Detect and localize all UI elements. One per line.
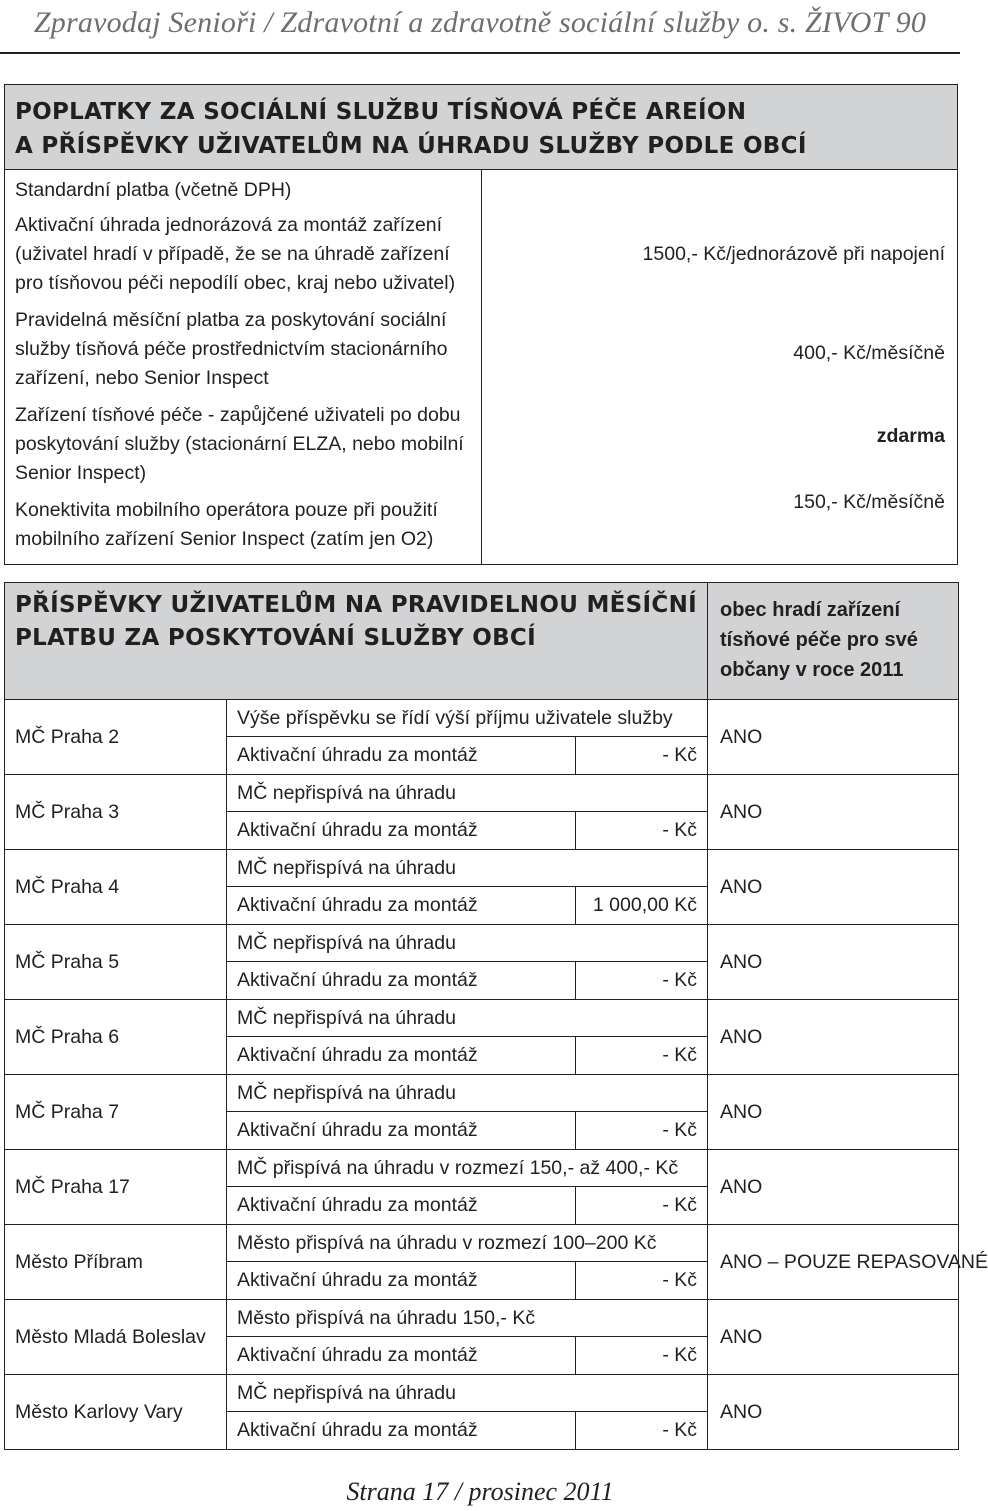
contributions-title: PŘÍSPĚVKY UŽIVATELŮM NA PRAVIDELNOU MĚSÍČNÍ PLATBU ZA POSKYTOVÁNÍ SLUŽBY OBCÍ [5,583,708,700]
contribution-text: Město přispívá na úhradu 150,- Kč [227,1300,707,1337]
fees-title-line-1: POPLATKY ZA SOCIÁLNÍ SLUŽBU TÍSŇOVÁ PÉČE AREÍON [15,99,747,125]
activation-line [227,1112,707,1149]
device-covered: ANO [708,1150,959,1225]
municipality-name: Město Karlovy Vary [5,1375,227,1450]
activation-amount: - Kč [662,969,697,991]
municipality-name: MČ Praha 3 [5,775,227,850]
fee-item-monthly: Pravidelná měsíční platba za poskytování sociální služby tísňová péče prostřednictvím stacionárního zařízení, nebo Senior Inspect [15,309,448,389]
fees-title-line-2: A PŘÍSPĚVKY UŽIVATELŮM NA ÚHRADU SLUŽBY PODLE OBCÍ [15,133,807,159]
activation-amount: - Kč [662,1119,697,1141]
activation-line [227,1187,707,1224]
header-divider [0,52,960,54]
contribution-text: MČ nepřispívá na úhradu [227,775,707,812]
municipality-row [5,775,959,850]
device-covered: ANO [708,1075,959,1150]
contribution-text: MČ nepřispívá na úhradu [227,1375,707,1412]
activation-amount: - Kč [662,1044,697,1066]
device-covered: ANO – POUZE REPASOVANÉ [708,1225,959,1300]
activation-amount: - Kč [662,1344,697,1366]
activation-label: Aktivační úhradu za montáž [227,1187,576,1224]
fee-item-connectivity: Konektivita mobilního operátora pouze při použití mobilního zařízení Senior Inspect (zatím jen O2) [15,499,438,550]
activation-line [227,962,707,999]
fee-value-device: zdarma [876,424,945,447]
fee-item-device: Zařízení tísňové péče - zapůjčené uživateli po dobu poskytování služby (stacionární ELZA, nebo mobilní Senior Inspect) [15,404,464,484]
contribution-cell [227,850,708,925]
activation-amount: - Kč [662,819,697,841]
page-footer: Strana 17 / prosinec 2011 [346,1477,614,1506]
contribution-cell [227,700,708,775]
activation-label: Aktivační úhradu za montáž [227,1412,576,1449]
contribution-text: MČ nepřispívá na úhradu [227,925,707,962]
activation-amount: 1 000,00 Kč [592,894,697,916]
contribution-cell [227,1075,708,1150]
activation-label: Aktivační úhradu za montáž [227,1037,576,1074]
activation-line [227,1337,707,1374]
activation-line [227,887,707,924]
contribution-cell [227,775,708,850]
municipality-name: MČ Praha 6 [5,1000,227,1075]
municipality-name: MČ Praha 17 [5,1150,227,1225]
device-covered: ANO [708,1300,959,1375]
fees-values-cell [481,170,958,565]
municipality-row [5,1000,959,1075]
activation-amount: - Kč [662,1194,697,1216]
device-covered: ANO [708,1000,959,1075]
fee-item-activation: Aktivační úhrada jednorázová za montáž zařízení (uživatel hradí v případě, že se na úhradě zařízení pro tísňovou péči nepodílí obec, kraj nebo uživatel) [15,214,456,294]
municipality-name: Město Příbram [5,1225,227,1300]
activation-label: Aktivační úhradu za montáž [227,1337,576,1374]
municipality-row [5,700,959,775]
activation-line [227,812,707,849]
fee-value-connectivity: 150,- Kč/měsíčně [793,490,945,513]
fees-descriptions-cell [5,170,482,565]
municipality-row [5,1225,959,1300]
municipality-row [5,1300,959,1375]
contribution-text: MČ nepřispívá na úhradu [227,850,707,887]
municipality-name: MČ Praha 5 [5,925,227,1000]
fee-value-monthly: 400,- Kč/měsíčně [793,341,945,364]
standard-payment-label: Standardní platba (včetně DPH) [15,179,292,201]
contribution-text: Město přispívá na úhradu v rozmezí 100–200 Kč [227,1225,707,1262]
municipality-name: MČ Praha 7 [5,1075,227,1150]
activation-label: Aktivační úhradu za montáž [227,1112,576,1149]
fees-table-title [5,85,958,170]
activation-label: Aktivační úhradu za montáž [227,737,576,774]
activation-line [227,1262,707,1299]
activation-label: Aktivační úhradu za montáž [227,1262,576,1299]
municipality-row [5,925,959,1000]
activation-label: Aktivační úhradu za montáž [227,962,576,999]
contribution-text: MČ nepřispívá na úhradu [227,1075,707,1112]
activation-amount: - Kč [662,744,697,766]
device-coverage-note: obec hradí zařízení tísňové péče pro své občany v roce 2011 [708,583,959,700]
running-header: Zpravodaj Senioři / Zdravotní a zdravotně sociální služby o. s. ŽIVOT 90 [33,6,927,39]
contribution-cell [227,1225,708,1300]
contribution-cell [227,925,708,1000]
contribution-cell [227,1300,708,1375]
contribution-text: Výše příspěvku se řídí výší příjmu uživatele služby [227,700,707,737]
activation-line [227,1037,707,1074]
activation-line [227,1412,707,1449]
fees-table [4,84,958,565]
contribution-text: MČ nepřispívá na úhradu [227,1000,707,1037]
activation-line [227,737,707,774]
activation-amount: - Kč [662,1269,697,1291]
contribution-cell [227,1000,708,1075]
activation-amount: - Kč [662,1419,697,1441]
municipality-row [5,1075,959,1150]
activation-label: Aktivační úhradu za montáž [227,887,576,924]
municipality-name: MČ Praha 4 [5,850,227,925]
device-covered: ANO [708,925,959,1000]
municipality-row [5,850,959,925]
activation-label: Aktivační úhradu za montáž [227,812,576,849]
municipality-row [5,1150,959,1225]
device-covered: ANO [708,700,959,775]
fee-value-activation: 1500,- Kč/jednorázově při napojení [642,242,945,265]
device-covered: ANO [708,775,959,850]
contribution-cell [227,1375,708,1450]
contributions-table [4,582,988,1450]
municipality-name: MČ Praha 2 [5,700,227,775]
device-covered: ANO [708,850,959,925]
contribution-text: MČ přispívá na úhradu v rozmezí 150,- až 400,- Kč [227,1150,707,1187]
municipality-row [5,1375,959,1450]
device-covered: ANO [708,1375,959,1450]
municipality-name: Město Mladá Boleslav [5,1300,227,1375]
contribution-cell [227,1150,708,1225]
